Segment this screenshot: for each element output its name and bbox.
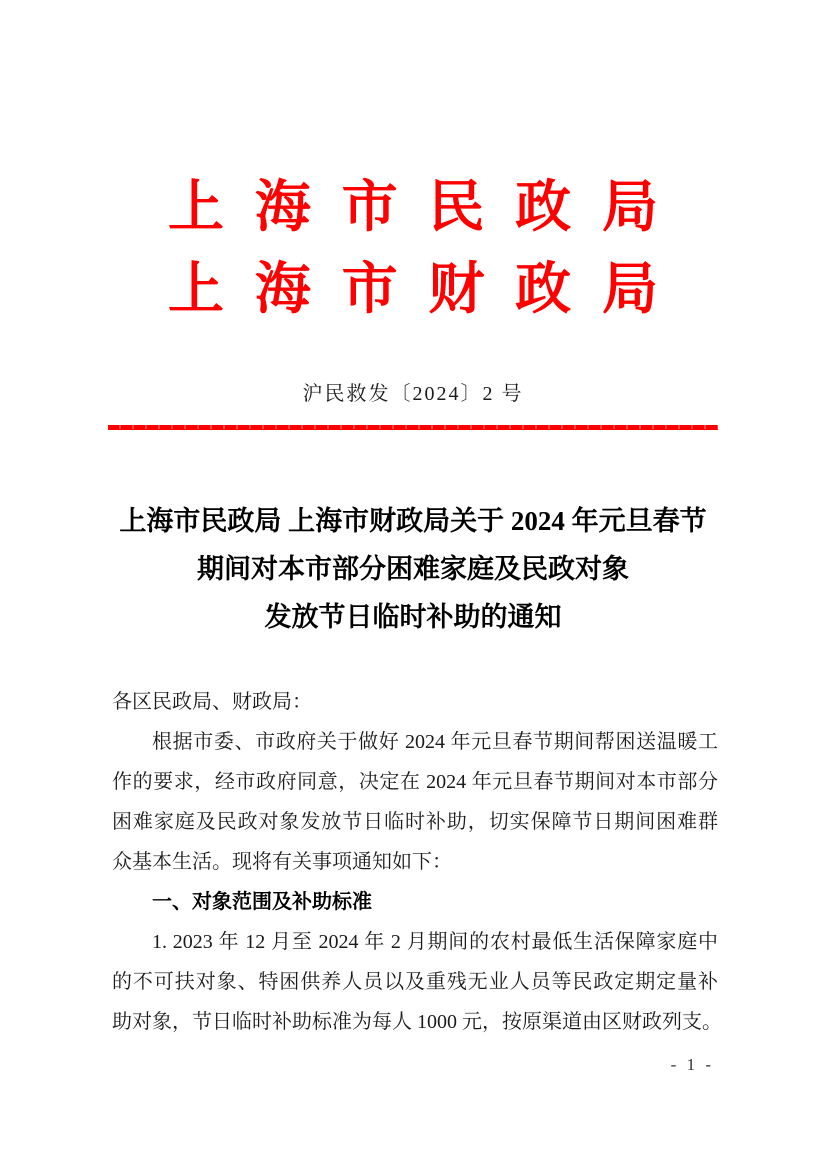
red-divider-rule [108,425,718,430]
doc-body [112,682,722,1042]
body-line: 的不可扶对象、特困供养人员以及重残无业人员等民政定期定量补 [112,971,718,993]
body-line: 助对象，节日临时补助标准为每人 1000 元，按原渠道由区财政列支。 [112,1011,722,1033]
letterhead-agency-finance: 上海市财政局 [167,259,689,321]
salutation-line: 各区民政局、财政局： [112,691,312,713]
doc-title [0,497,826,641]
letterhead-agency-civil-affairs: 上海市民政局 [167,177,689,239]
body-line: 困难家庭及民政对象发放节日临时补助，切实保障节日期间困难群 [112,811,718,833]
body-line: 根据市委、市政府关于做好 2024 年元旦春节期间帮困送温暖工 [152,731,718,753]
section-heading: 一、对象范围及补助标准 [152,891,372,913]
doc-reference-number: 沪民救发〔2024〕2 号 [302,383,524,405]
doc-title-line-3: 发放节日临时补助的通知 [264,602,562,632]
page-number: - 1 - [670,1055,714,1074]
body-line: 众基本生活。现将有关事项通知如下： [112,851,452,873]
body-line: 作的要求，经市政府同意，决定在 2024 年元旦春节期间对本市部分 [112,771,718,793]
doc-title-line-1: 上海市民政局 上海市财政局关于 2024 年元旦春节 [119,506,707,536]
body-line: 1. 2023 年 12 月至 2024 年 2 月期间的农村最低生活保障家庭中 [152,931,718,953]
doc-title-line-2: 期间对本市部分困难家庭及民政对象 [197,554,629,584]
